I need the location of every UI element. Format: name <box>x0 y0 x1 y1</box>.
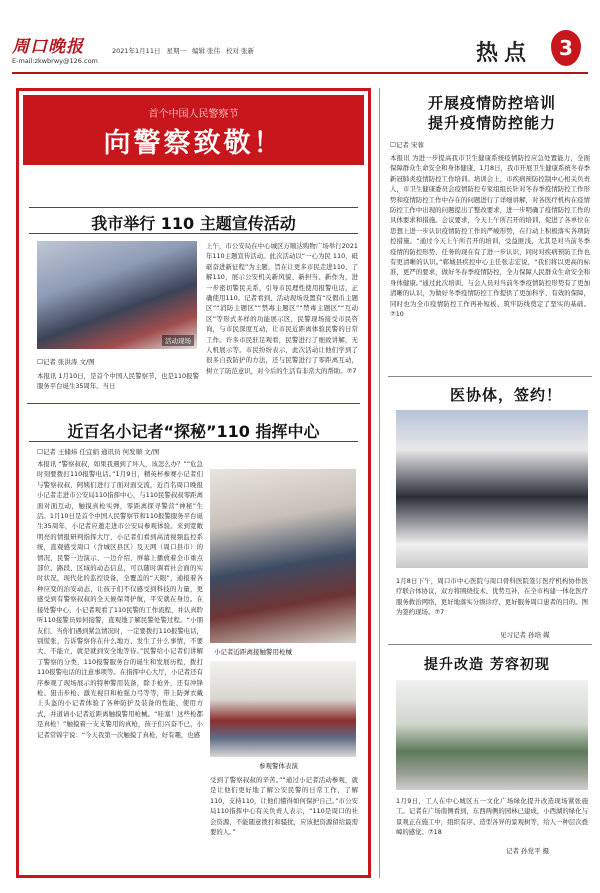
article4-body: 1月8日下午，周口市中心医院与周口骨科医院签订医疗机构协作医疗联合体协议，双方将围绕技术、优势互补，在全市构建一体化医疗服务救治网络，更好地落实分级诊疗、更好服务周口患者的目的。图为签约现场。⑦7 <box>396 577 588 617</box>
article2-body: 本报讯 “警察叔叔，如果我遇到了坏人，该怎么办？”“危急时刻要拨打110报警电话。”1月9日，精英杯参赛小记者们与警察叔叔、阿姨们进行了面对面交流，近百名周口晚报小记者走进市公安局110指挥中心，与110民警叔叔零距离面对面互动，触摸真枪实弹，零距离探寻警营“神秘”生活。1月10日是首个中国人民警察节和110报警服务平台诞生35周年，小记者应邀走进市公安局参观体验。来到宽敞明亮的情报研判指挥大厅，小记者们看到高清视频监控系统，直观感受周口（含城区县区）及天网（周口县市）的情况，民警一边演示、一边介绍，屏幕上播放着全市重点部位、路段、区域的动态信息，可以随时调看社会面的实时状况，现代化的监控设备，全覆盖的“天眼”，通报着各种应变的治安动态，让孩子们不仅感受到科技的力量，更感受到有警察叔叔的全天候保驾护航，平安就在身边。在接处警中心，小记者观看了110民警的工作流程，并认真聆听110接警员如何接警，直观地了解民警处警过程。“小朋友们，当你们遇到紧急情况时，一定要拨打110报警电话，别慌张，告诉警察你在什么地方、发生了什么事情，不要大、不能立，就是就到安全地等待。”民警给小记者们讲解了警察的分类，110报警服务台的诞生和发展历程，拨打110报警电话的注意事项等。在指挥中心大厅，小记者还有序参观了现场展示的特种警用装备，除手枪外，还有冲锋枪、狙击步枪、激光视目和枪强力弓等等，带上防弹衣戴上头盔的小记者体验了各种防护及装备的性能、使用方式，并道请小记者近距离触摸警用枪械。“哇塞！这些枪都是真枪！”触摸着一支支警用的真枪，孩子们兴奋不已，小记者常锦宇说：“今天我第一次触摸了真枪，好有趣，也感 <box>37 460 203 739</box>
article3-byline: ☐记者 宋蓉 <box>390 141 424 149</box>
masthead <box>0 0 600 78</box>
article1-photo <box>37 241 197 349</box>
photo-caption: 小记者近距离接触警用枪械 <box>214 648 292 656</box>
issue-date: 2021年1月11日 星期一 编辑 张伟 校对 张新 <box>112 47 255 55</box>
headline-rule <box>29 233 358 234</box>
article4-headline: 医协体，签约！ <box>450 386 563 404</box>
article3-headline-line1: 开展疫情防控培训 <box>428 94 557 112</box>
article2-photo-guns <box>210 469 356 643</box>
photo-caption: 活动现场 <box>162 335 194 346</box>
article1-lead: 本报讯 1月10日，是首个中国人民警察节，也是110报警服务平台诞生35周年。当日 <box>37 372 199 391</box>
banner-subtitle: 首个中国人民警察节 <box>148 109 239 120</box>
article5-photo <box>396 680 588 790</box>
article4-byline: 见习记者 孙培 媒 <box>500 631 550 639</box>
photo-caption: 参观警体表演 <box>259 762 298 770</box>
headline-rule <box>29 441 358 442</box>
article-divider <box>388 376 592 377</box>
section-divider <box>27 403 360 404</box>
article2-body-end: 受到了警察叔叔的辛苦。”“通过小记者活动参观，就是让他们更好地了解公安民警的日常工作，了解110、支持110，让他们懂得如何保护自己。”市公安局110指挥中心有关负责人表示，“110是周口的社会资源，不能随意拨打和骚扰，应该把资源留给最需要的人。” <box>210 776 358 837</box>
article4-photo <box>396 410 588 568</box>
newspaper-logo: 周口晚报 <box>12 37 84 57</box>
contact-email: E-mail:zkwbrwy@126.com <box>12 57 98 65</box>
article1-byline: ☐记者 张洪涛 文/图 <box>37 358 95 366</box>
column-divider <box>379 88 380 878</box>
article2-byline: ☐记者 王储炜 任宜娟 通讯员 何发顺 文/图 <box>37 448 160 456</box>
article1-headline: 我市举行 110 主题宣传活动 <box>91 214 296 233</box>
page-number-badge: 3 <box>551 30 581 66</box>
police-day-feature <box>16 88 371 878</box>
article3-body: 本报讯 为进一步提高我市卫生健康系统疫情防控应急处置能力，全面保障群众生命安全和身体健康，1月8日，我市开展卫生健康系统冬春季新冠肺炎疫情防控工作培训。培训会上，市疾病预防控制中心相关负责人，市卫生健康委员会疫情防控专家组组长针对冬春季疫情防控工作形势和疫情防控工作中存在的问题进行了详细讲解，对各医疗机构在疫情防控工作中出现的问题提出了整改要求，进一步明确了疫情防控工作的具体要求和措施。会议要求，今天上午所召开的培训，促进了各单位在思想上进一步认识疫情防控工作的严峻形势，在行动上积极落实各项防控措施。“通过今天上午所召开的培训，受益匪浅，尤其是对当前冬季疫情的防控形势、任务的现在有了进一步认识，同时对疾病预防工作也有更清晰的认识。”郸城县疾控中心主任张志宏说，“我们将以更高的标准，更严的要求，做好冬春季疫情防控，全力保障人民群众生命安全和身体健康。”通过此次培训，与会人员对当前冬季疫情防控形势有了更加清晰的认识，为做好冬季疫情防控工作提供了更加科学、有效的保障，同时也为全市疫情防控工作再补短板、筑牢防线奠定了坚实的基础。⑦10 <box>390 154 590 319</box>
headline-rule <box>29 207 358 208</box>
article5-body: 1月9日，工人在中心城区五一文化广场绿化提升改造现场紧张施工。记者在广场南侧看到，东西两侧的园林已建成，小西湖的绿化与景观正在施工中，组织有序、造型各异的景观树等，给人一种层次叠嶂的感觉。⑦18 <box>396 797 588 837</box>
article5-byline: 记者 孙党平 摄 <box>506 847 550 855</box>
section-title: 热点 <box>476 40 533 66</box>
article5-headline: 提升改造 芳容初现 <box>424 657 550 673</box>
masthead-rule <box>12 72 588 74</box>
article-divider <box>388 644 592 645</box>
feature-banner <box>23 95 364 165</box>
banner-title: 向警察致敬！ <box>103 128 284 159</box>
article1-body: 上午，市公安局在中心城区万顺达购物广场举行2021年110主题宣传活动。此次活动以“一心为民 110、砥砺奋进新征程”为主题，旨在让更多市民走进110、了解110，展示公安机关新风貌、新担当、新作为，进一步密切警民关系，引导市民理性使用报警电话，正确使用110。记者看到，活动现场设置有“反假币主题区”“消防主题区”“禁毒主题区”“禁毒主题区”“互动区”等形式多样的功能展示区，民警现场接受市民咨询，与市民深度互动，让市民近距离体验民警的日常工作。许多市民驻足观看，民警进行了细致讲解，无人机展示等。市民纷纷表示，此次活动让他们学到了很多自我防护的方法，还与民警进行了零距离互动，树立了防范意识，对今后的生活有非常大的帮助。⑦7 <box>206 242 358 375</box>
article3-headline-line2: 提升疫情防控能力 <box>428 114 557 132</box>
article2-photo-hall <box>210 661 356 757</box>
article2-headline: 近百名小记者“探秘”110 指挥中心 <box>67 422 320 441</box>
